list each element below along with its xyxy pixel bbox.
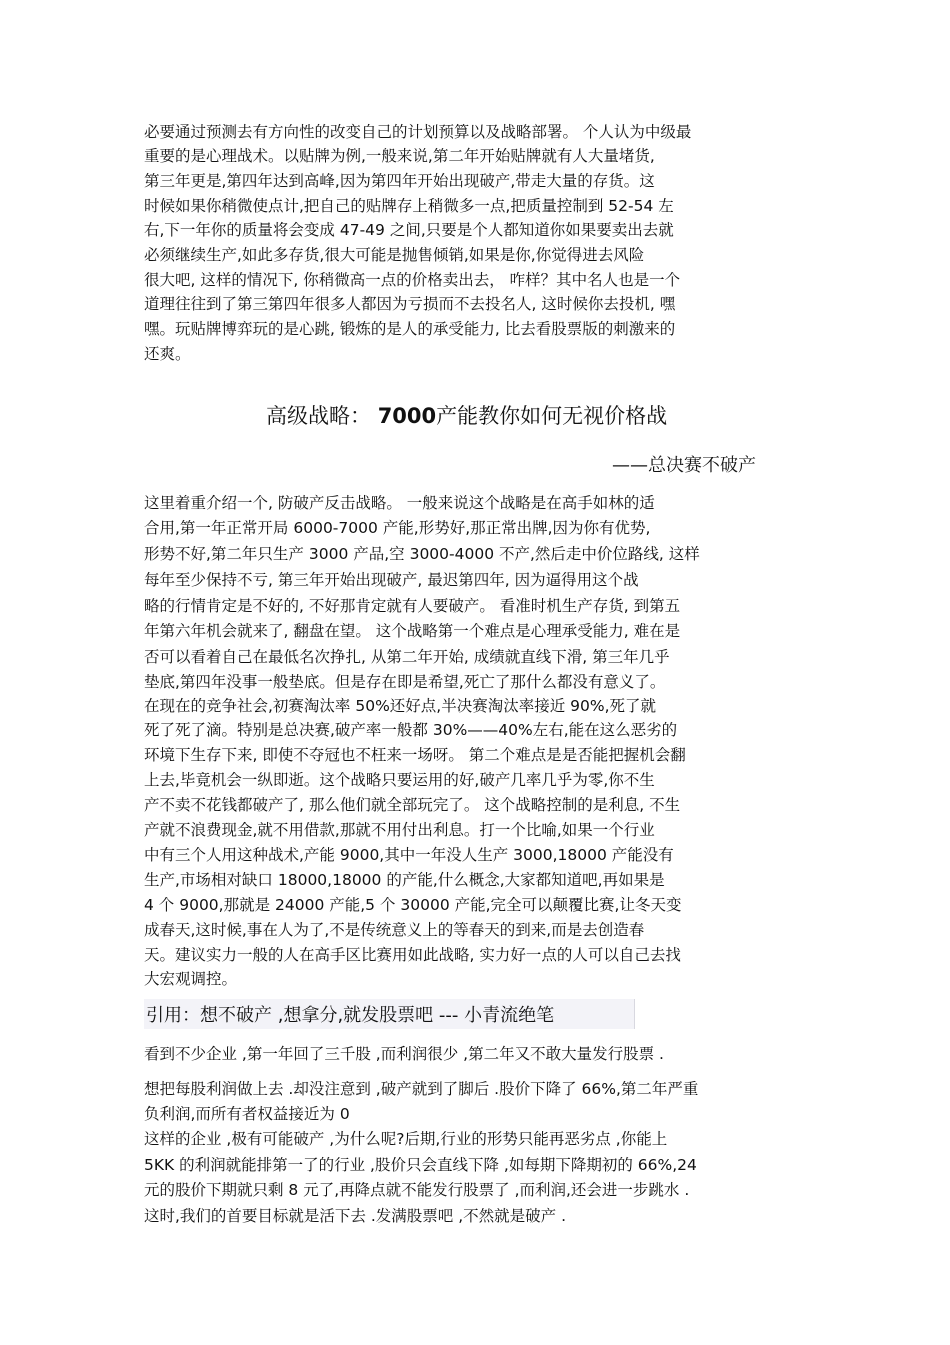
closing-line: 这时,我们的首要目标就是活下去 .发满股票吧 ,不然就是破产 . xyxy=(144,1207,566,1225)
body-line: 形势不好,第二年只生产 3000 产品,空 3000-4000 不产,然后走中价位路线, 这样 xyxy=(144,545,700,563)
body-line: 略的行情肯定是不好的, 不好那肯定就有人要破产。 看准时机生产存货, 到第五 xyxy=(144,597,681,615)
body-line: 合用,第一年正常开局 6000-7000 产能,形势好,那正常出牌,因为你有优势, xyxy=(144,519,651,537)
body-line: 上去,毕竟机会一纵即逝。这个战略只要运用的好,破产几率几乎为零,你不生 xyxy=(144,771,655,789)
body-line: 每年至少保持不亏, 第三年开始出现破产, 最迟第四年, 因为逼得用这个战 xyxy=(144,571,639,589)
body-line: 在现在的竞争社会,初赛淘汰率 50%还好点,半决赛淘汰率接近 90%,死了就 xyxy=(144,697,657,715)
body-line: 死了死了滴。特别是总决赛,破产率一般都 30%——40%左右,能在这么恶劣的 xyxy=(144,721,678,739)
body-line: 成春天,这时候,事在人为了,不是传统意义上的等春天的到来,而是去创造春 xyxy=(144,921,645,939)
body-line: 天。建议实力一般的人在高手区比赛用如此战略, 实力好一点的人可以自己去找 xyxy=(144,946,681,964)
intro-line: 很大吧, 这样的情况下, 你稍微高一点的价格卖出去， 咋样？其中名人也是一个 xyxy=(144,271,681,289)
section-subtitle: ——总决赛不破产 xyxy=(612,455,756,476)
body-line: 4 个 9000,那就是 24000 产能,5 个 30000 产能,完全可以颠覆比赛,让冬天变 xyxy=(144,896,682,914)
body-line: 产就不浪费现金,就不用借款,那就不用付出利息。打一个比喻,如果一个行业 xyxy=(144,821,655,839)
closing-line: 这样的企业 ,极有可能破产 ,为什么呢?后期,行业的形势只能再恶劣点 ,你能上 xyxy=(144,1130,668,1148)
body-line: 年第六年机会就来了, 翻盘在望。 这个战略第一个难点是心理承受能力, 难在是 xyxy=(144,622,681,640)
body-line: 产不卖不花钱都破产了, 那么他们就全部玩完了。 这个战略控制的是利息, 不生 xyxy=(144,796,681,814)
closing-line: 元的股价下期就只剩 8 元了,再降点就不能发行股票了 ,而利润,还会进一步跳水 . xyxy=(144,1181,690,1199)
body-line: 生产,市场相对缺口 18000,18000 的产能,什么概念,大家都知道吧,再如果是 xyxy=(144,871,665,889)
closing-line: 想把每股利润做上去 .却没注意到 ,破产就到了脚后 .股价下降了 66%,第二年严重 xyxy=(144,1080,699,1098)
quote-heading: 引用：想不破产 ,想拿分,就发股票吧 --- 小青流绝笔 xyxy=(146,1005,555,1026)
intro-line: 重要的是心理战术。以贴牌为例,一般来说,第二年开始贴牌就有人大量堵货, xyxy=(144,147,655,165)
body-line: 中有三个人用这种战术,产能 9000,其中一年没人生产 3000,18000 产能没有 xyxy=(144,846,674,864)
intro-line: 道理往往到了第三第四年很多人都因为亏损而不去投名人, 这时候你去投机, 嘿 xyxy=(144,295,676,313)
intro-line: 第三年更是,第四年达到高峰,因为第四年开始出现破产,带走大量的存货。这 xyxy=(144,172,655,190)
intro-line: 还爽。 xyxy=(144,345,191,363)
heading-number: 7000 xyxy=(377,404,437,428)
closing-line: 负利润,而所有者权益接近为 0 xyxy=(144,1105,350,1123)
intro-line: 必要通过预测去有方向性的改变自己的计划预算以及战略部署。 个人认为中级最 xyxy=(144,123,692,141)
heading-prefix: 高级战略： xyxy=(266,404,371,428)
body-line: 垫底,第四年没事一般垫底。但是存在即是希望,死亡了那什么都没有意义了。 xyxy=(144,673,666,691)
intro-line: 右,下一年你的质量将会变成 47-49 之间,只要是个人都知道你如果要卖出去就 xyxy=(144,221,674,239)
closing-line: 5KK 的利润就能排第一了的行业 ,股价只会直线下降 ,如每期下降期初的 66%,24 xyxy=(144,1156,697,1174)
body-line: 环境下生存下来, 即使不夺冠也不枉来一场呀。 第二个难点是是否能把握机会翻 xyxy=(144,746,686,764)
body-line: 大宏观调控。 xyxy=(144,970,238,988)
intro-line: 嘿。玩贴牌博弈玩的是心跳, 锻炼的是人的承受能力, 比去看股票版的刺激来的 xyxy=(144,320,676,338)
intro-line: 必须继续生产,如此多存货,很大可能是抛售倾销,如果是你,你觉得进去风险 xyxy=(144,246,645,264)
section-heading xyxy=(266,402,667,430)
body-line: 否可以看着自己在最低名次挣扎, 从第二年开始, 成绩就直线下滑, 第三年几乎 xyxy=(144,648,670,666)
heading-suffix: 产能教你如何无视价格战 xyxy=(436,404,668,428)
closing-line: 看到不少企业 ,第一年回了三千股 ,而利润很少 ,第二年又不敢大量发行股票 . xyxy=(144,1045,664,1063)
body-line: 这里着重介绍一个, 防破产反击战略。 一般来说这个战略是在高手如林的适 xyxy=(144,494,655,512)
intro-line: 时候如果你稍微使点计,把自己的贴牌存上稍微多一点,把质量控制到 52-54 左 xyxy=(144,197,674,215)
